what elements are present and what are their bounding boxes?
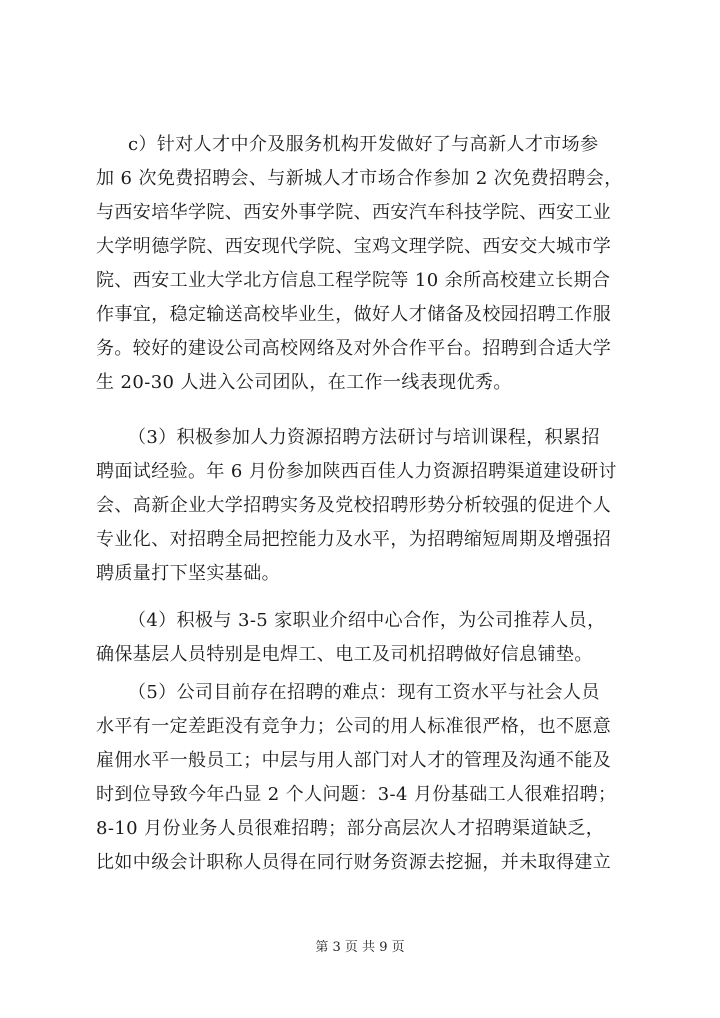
- paragraph-5-line: 时到位导致今年凸显 2 个人问题：3-4 月份基础工人很难招聘；: [96, 784, 617, 805]
- paragraph-5-line: （5）公司目前存在招聘的难点：现有工资水平与社会人员: [128, 682, 600, 703]
- paragraph-c-line: 务。较好的建设公司高校网络及对外合作平台。招聘到合适大学: [96, 338, 612, 359]
- page-number-footer: 第 3 页 共 9 页: [315, 940, 405, 955]
- paragraph-3-line: 专业化、对招聘全局把控能力及水平，为招聘缩短周期及增强招: [96, 529, 612, 550]
- paragraph-4-line: 确保基层人员特别是电焊工、电工及司机招聘做好信息铺垫。: [96, 644, 593, 665]
- paragraph-c-line: 加 6 次免费招聘会、与新城人才市场合作参加 2 次免费招聘会，: [96, 168, 623, 189]
- paragraph-3-line: （3）积极参加人力资源招聘方法研讨与培训课程，积累招: [128, 427, 600, 448]
- paragraph-5-line: 8-10 月份业务人员很难招聘；部分高层次人才招聘渠道缺乏，: [96, 818, 605, 839]
- paragraph-3-line: 聘质量打下坚实基础。: [96, 563, 280, 584]
- paragraph-5-line: 水平有一定差距没有竞争力；公司的用人标准很严格，也不愿意: [96, 716, 612, 737]
- paragraph-c-line: 院、西安工业大学北方信息工程学院等 10 余所高校建立长期合: [96, 270, 611, 291]
- paragraph-c-line: 生 20-30 人进入公司团队，在工作一线表现优秀。: [96, 372, 512, 393]
- paragraph-c-line: c）针对人才中介及服务机构开发做好了与高新人才市场参: [128, 134, 599, 155]
- paragraph-c-line: 与西安培华学院、西安外事学院、西安汽车科技学院、西安工业: [96, 202, 612, 223]
- paragraph-c-line: 作事宜，稳定输送高校毕业生，做好人才储备及校园招聘工作服: [96, 304, 612, 325]
- paragraph-3-line: 聘面试经验。年 6 月份参加陕西百佳人力资源招聘渠道建设研讨: [96, 461, 617, 482]
- paragraph-5-line: 比如中级会计职称人员得在同行财务资源去挖掘，并未取得建立: [96, 852, 612, 873]
- paragraph-5-line: 雇佣水平一般员工；中层与用人部门对人才的管理及沟通不能及: [96, 750, 612, 771]
- paragraph-3-line: 会、高新企业大学招聘实务及党校招聘形势分析较强的促进个人: [96, 495, 612, 516]
- paragraph-4-line: （4）积极与 3-5 家职业介绍中心合作，为公司推荐人员，: [128, 610, 606, 631]
- paragraph-c-line: 大学明德学院、西安现代学院、宝鸡文理学院、西安交大城市学: [96, 236, 612, 257]
